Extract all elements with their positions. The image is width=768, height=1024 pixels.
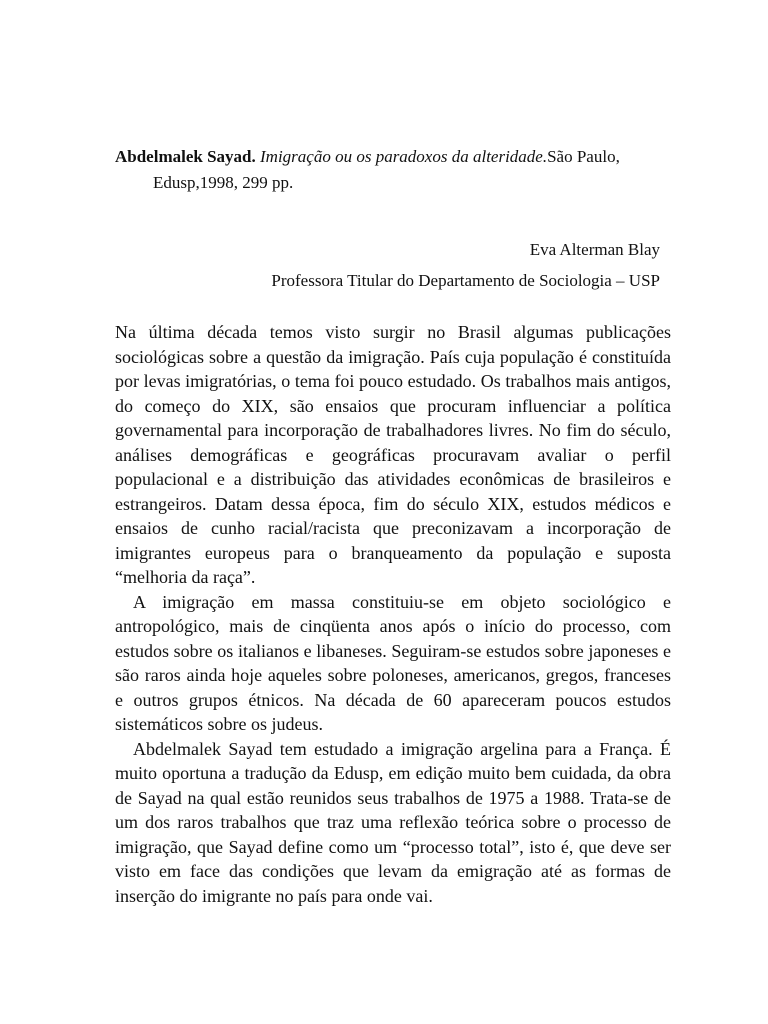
- reviewer-name: Eva Alterman Blay: [529, 240, 660, 259]
- book-citation: [115, 144, 660, 196]
- citation-place: São Paulo,: [547, 147, 620, 166]
- citation-publisher: Edusp,1998, 299 pp.: [153, 173, 294, 192]
- paragraph-3: Abdelmalek Sayad tem estudado a imigração argelina para a França. É muito oportuna a tradução da Edusp, em edição muito bem cuidada, da obra de Sayad na qual estão reunidos seus trabalhos de 1975 a 1988. Trata-se de um dos raros trabalhos que traz uma reflexão teórica sobre o processo de imigração, que Sayad define como um “processo total”, isto é, que deve ser visto em face das condições que levam da emigração até as formas de inserção do imigrante no país para onde vai.: [115, 738, 671, 906]
- reviewer-affiliation: Professora Titular do Departamento de Sociologia – USP: [271, 271, 660, 290]
- citation-author: Abdelmalek Sayad.: [115, 147, 256, 166]
- paragraph-1: Na última década temos visto surgir no Brasil algumas publicações sociológicas sobre a questão da imigração. País cuja população é constituída por levas imigratórias, o tema foi pouco estudado. Os trabalhos mais antigos, do começo do XIX, são ensaios que procuram influenciar a política governamental para incorporação de trabalhadores livres. No fim do século, análises demográficas e geográficas procuravam avaliar o perfil populacional e a distribuição das atividades econômicas de brasileiros e estrangeiros. Datam dessa época, fim do século XIX, estudos médicos e ensaios de cunho racial/racista que preconizavam a incorporação de imigrantes europeus para o branqueamento da população e suposta “melhoria da raça”.: [115, 322, 671, 587]
- paragraph-2: A imigração em massa constituiu-se em objeto sociológico e antropológico, mais de cinqüenta anos após o início do processo, com estudos sobre os italianos e libaneses. Seguiram-se estudos sobre japoneses e são raros ainda hoje aqueles sobre poloneses, americanos, gregos, franceses e outros grupos étnicos. Na década de 60 apareceram poucos estudos sistemáticos sobre os judeus.: [115, 591, 671, 734]
- citation-title: Imigração ou os paradoxos da alteridade.: [260, 147, 548, 166]
- reviewer-block: [140, 234, 660, 296]
- review-body: [115, 320, 671, 908]
